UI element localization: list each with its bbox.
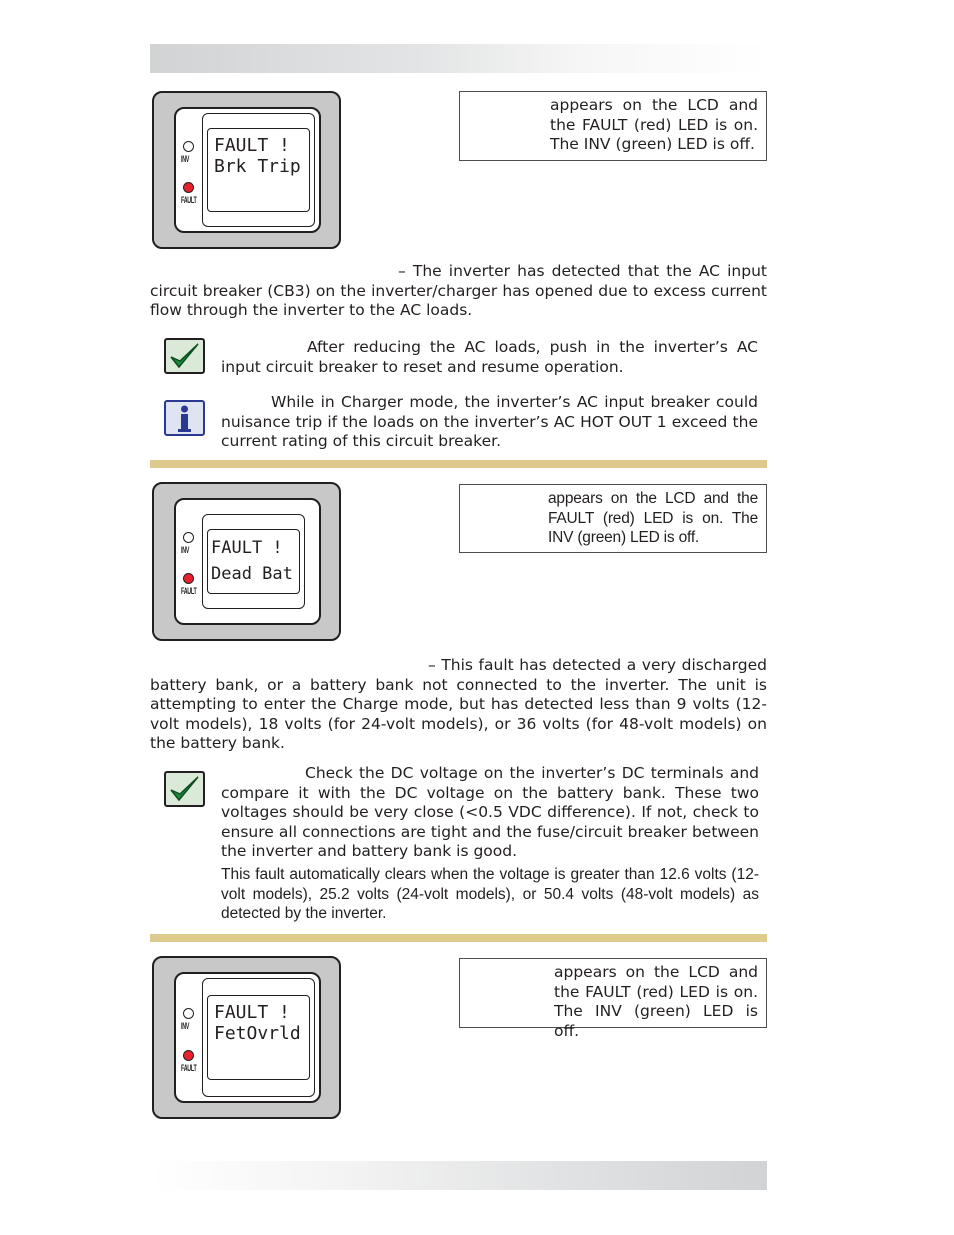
lcd-line-1: FAULT ! xyxy=(214,1002,290,1023)
display-bezel xyxy=(174,498,321,625)
note-remedy-text: After reducing the AC loads, push in the inverter’s AC input circuit breaker to reset and resume operation. xyxy=(221,338,758,376)
fault-description xyxy=(150,262,767,321)
note-remedy xyxy=(221,764,759,862)
fault-description-text: – This fault has detected a very discharged battery bank, or a battery bank not connected to the inverter. The unit is attempting to enter the Charge mode, but has detected less than 9 volts (12-volt models), 18 volts (for 24-volt models), or 36 volts (for 48-volt models) on the battery bank. xyxy=(150,656,767,752)
lcd-line-2: Brk Trip xyxy=(214,156,301,177)
lcd-line-1: FAULT ! xyxy=(211,538,283,558)
fault-led-icon xyxy=(183,573,194,584)
display-bezel xyxy=(174,972,321,1103)
lcd-line-2: Dead Bat xyxy=(211,564,293,584)
check-icon xyxy=(164,338,205,374)
note-remedy xyxy=(221,338,758,377)
lcd-callout-box xyxy=(459,91,767,161)
check-icon xyxy=(164,771,205,807)
page-footer-bar xyxy=(150,1161,767,1190)
checkmark-glyph-icon xyxy=(166,773,203,805)
inv-led-icon xyxy=(183,141,194,152)
note-auto-clear xyxy=(221,865,759,924)
section-divider xyxy=(150,460,767,468)
note-auto-clear-text: This fault automatically clears when the voltage is greater than 12.6 volts (12-volt models), 25.2 volts (24-volt models), or 50.4 volts (48-volt models) as detected by the inverter. xyxy=(221,866,759,922)
lcd-callout-box xyxy=(459,484,767,553)
remote-display-panel xyxy=(152,956,341,1119)
fault-led-label: FAULT xyxy=(181,195,197,205)
remote-display-panel xyxy=(152,482,341,641)
inv-led-label: INV xyxy=(181,545,190,555)
lcd-text-window xyxy=(207,995,310,1080)
fault-led-icon xyxy=(183,1050,194,1061)
fault-description xyxy=(150,656,767,754)
display-bezel xyxy=(174,107,321,233)
lcd-callout-box xyxy=(459,958,767,1040)
inv-led-icon xyxy=(183,1008,194,1019)
page-header-bar xyxy=(150,44,767,73)
fault-led-icon xyxy=(183,182,194,193)
info-icon xyxy=(164,400,205,436)
note-info xyxy=(221,393,758,452)
lcd-line-1: FAULT ! xyxy=(214,135,290,156)
lcd-screen xyxy=(202,514,305,609)
lcd-screen xyxy=(202,978,315,1097)
inv-led-icon xyxy=(183,532,194,543)
fault-led-label: FAULT xyxy=(181,586,197,596)
inv-led-label: INV xyxy=(181,154,190,164)
note-remedy-text: Check the DC voltage on the inverter’s DC terminals and compare it with the DC voltage on the battery bank. These two voltages should be very close (<0.5 VDC difference). If not, check to ensure all connections are tight and the fuse/circuit breaker between the inverter and battery bank is good. xyxy=(221,764,759,860)
fault-led-label: FAULT xyxy=(181,1063,197,1073)
callout-text: appears on the LCD and the FAULT (red) LED is on. The INV (green) LED is off. xyxy=(554,963,758,1040)
callout-text: appears on the LCD and the FAULT (red) LED is on. The INV (green) LED is off. xyxy=(548,490,758,546)
note-info-text: While in Charger mode, the inverter’s AC input breaker could nuisance trip if the loads on the inverter’s AC HOT OUT 1 exceed the current rating of this circuit breaker. xyxy=(221,393,758,450)
lcd-screen xyxy=(202,113,315,227)
fault-description-text: – The inverter has detected that the AC input circuit breaker (CB3) on the inverter/charger has opened due to excess current flow through the inverter to the AC loads. xyxy=(150,262,767,319)
remote-display-panel xyxy=(152,91,341,249)
info-glyph-icon xyxy=(166,402,203,434)
checkmark-glyph-icon xyxy=(166,340,203,372)
lcd-text-window xyxy=(207,529,300,594)
inv-led-label: INV xyxy=(181,1021,190,1031)
section-divider xyxy=(150,934,767,942)
lcd-line-2: FetOvrld xyxy=(214,1023,301,1044)
callout-text: appears on the LCD and the FAULT (red) LED is on. The INV (green) LED is off. xyxy=(550,96,758,153)
lcd-text-window xyxy=(207,128,310,212)
